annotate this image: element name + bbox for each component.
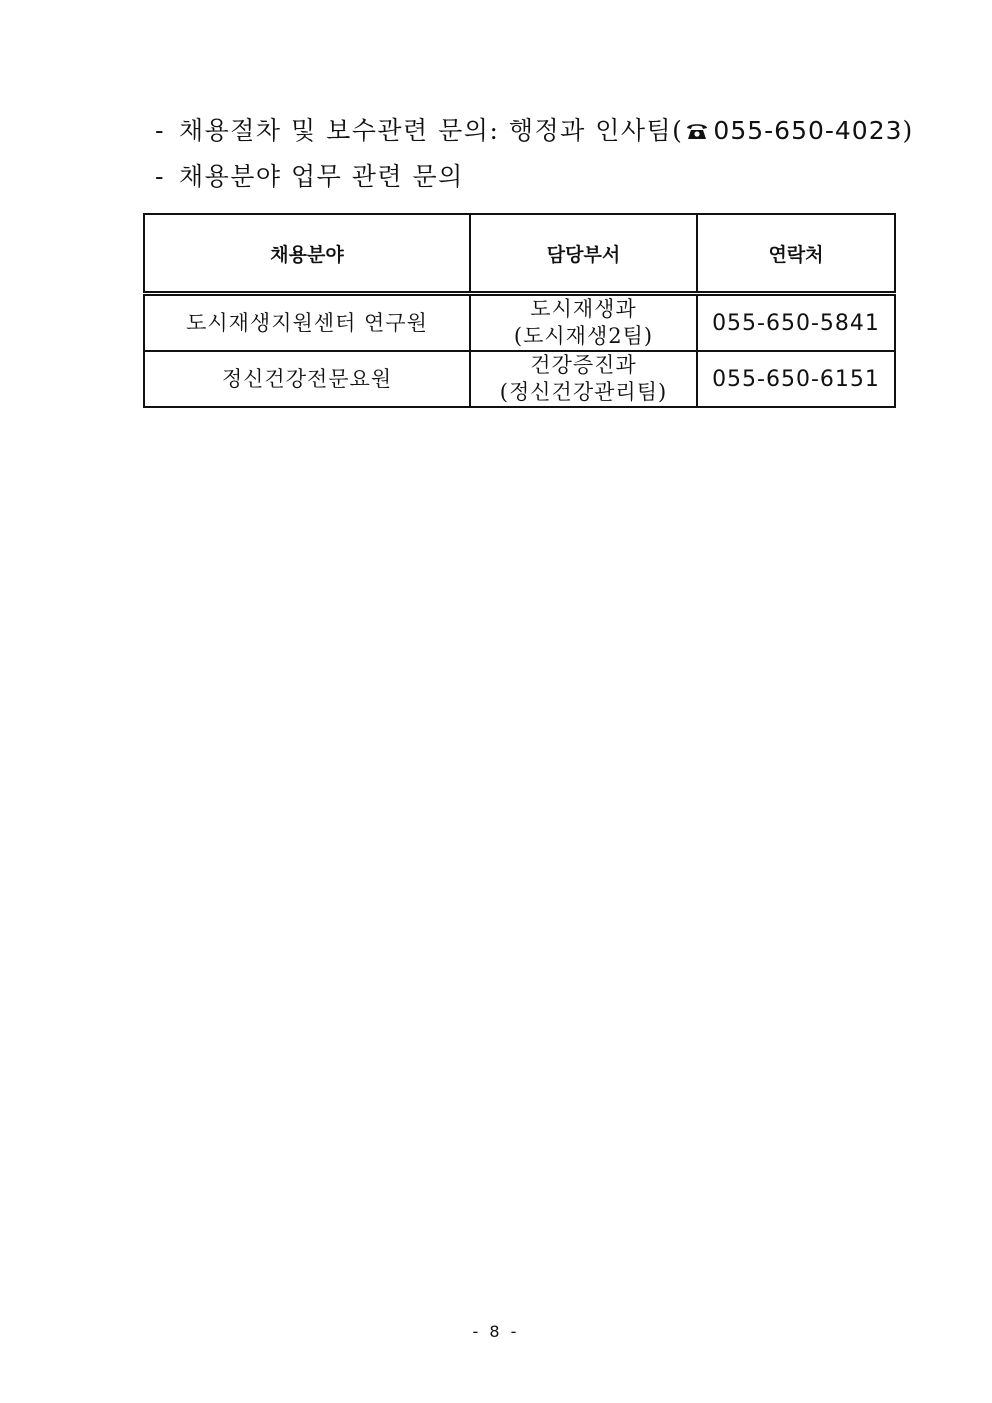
phone-cell: 055-650-5841 [697, 294, 895, 352]
header-field: 채용분야 [144, 214, 470, 294]
field-inquiry-line [155, 162, 464, 192]
phone-cell: 055-650-6151 [697, 351, 895, 407]
bullet-dash: - [155, 162, 165, 191]
team-name: (정신건강관리팀) [499, 380, 668, 404]
department-cell [470, 351, 697, 407]
field-cell: 도시재생지원센터 연구원 [144, 294, 470, 352]
table-row [144, 351, 895, 407]
header-department: 담당부서 [470, 214, 697, 294]
hr-phone-number: 055-650-4023 [713, 116, 903, 145]
field-inquiry-text: 채용분야 업무 관련 문의 [178, 162, 464, 191]
field-cell: 정신건강전문요원 [144, 351, 470, 407]
page-number: - 8 - [472, 1322, 520, 1341]
team-name: (도시재생2팀) [513, 324, 654, 348]
close-paren: ) [902, 116, 914, 145]
procedure-inquiry-line [155, 116, 914, 148]
department-name: 건강증진과 [530, 353, 637, 377]
department-name: 도시재생과 [530, 297, 637, 321]
procedure-inquiry-text: 채용절차 및 보수관련 문의: 행정과 인사팀( [178, 116, 684, 145]
bullet-dash: - [155, 116, 165, 145]
contact-table [143, 213, 896, 408]
telephone-icon [685, 118, 709, 148]
header-contact: 연락처 [697, 214, 895, 294]
department-cell [470, 294, 697, 352]
table-header-row [144, 214, 895, 294]
table-row [144, 294, 895, 352]
